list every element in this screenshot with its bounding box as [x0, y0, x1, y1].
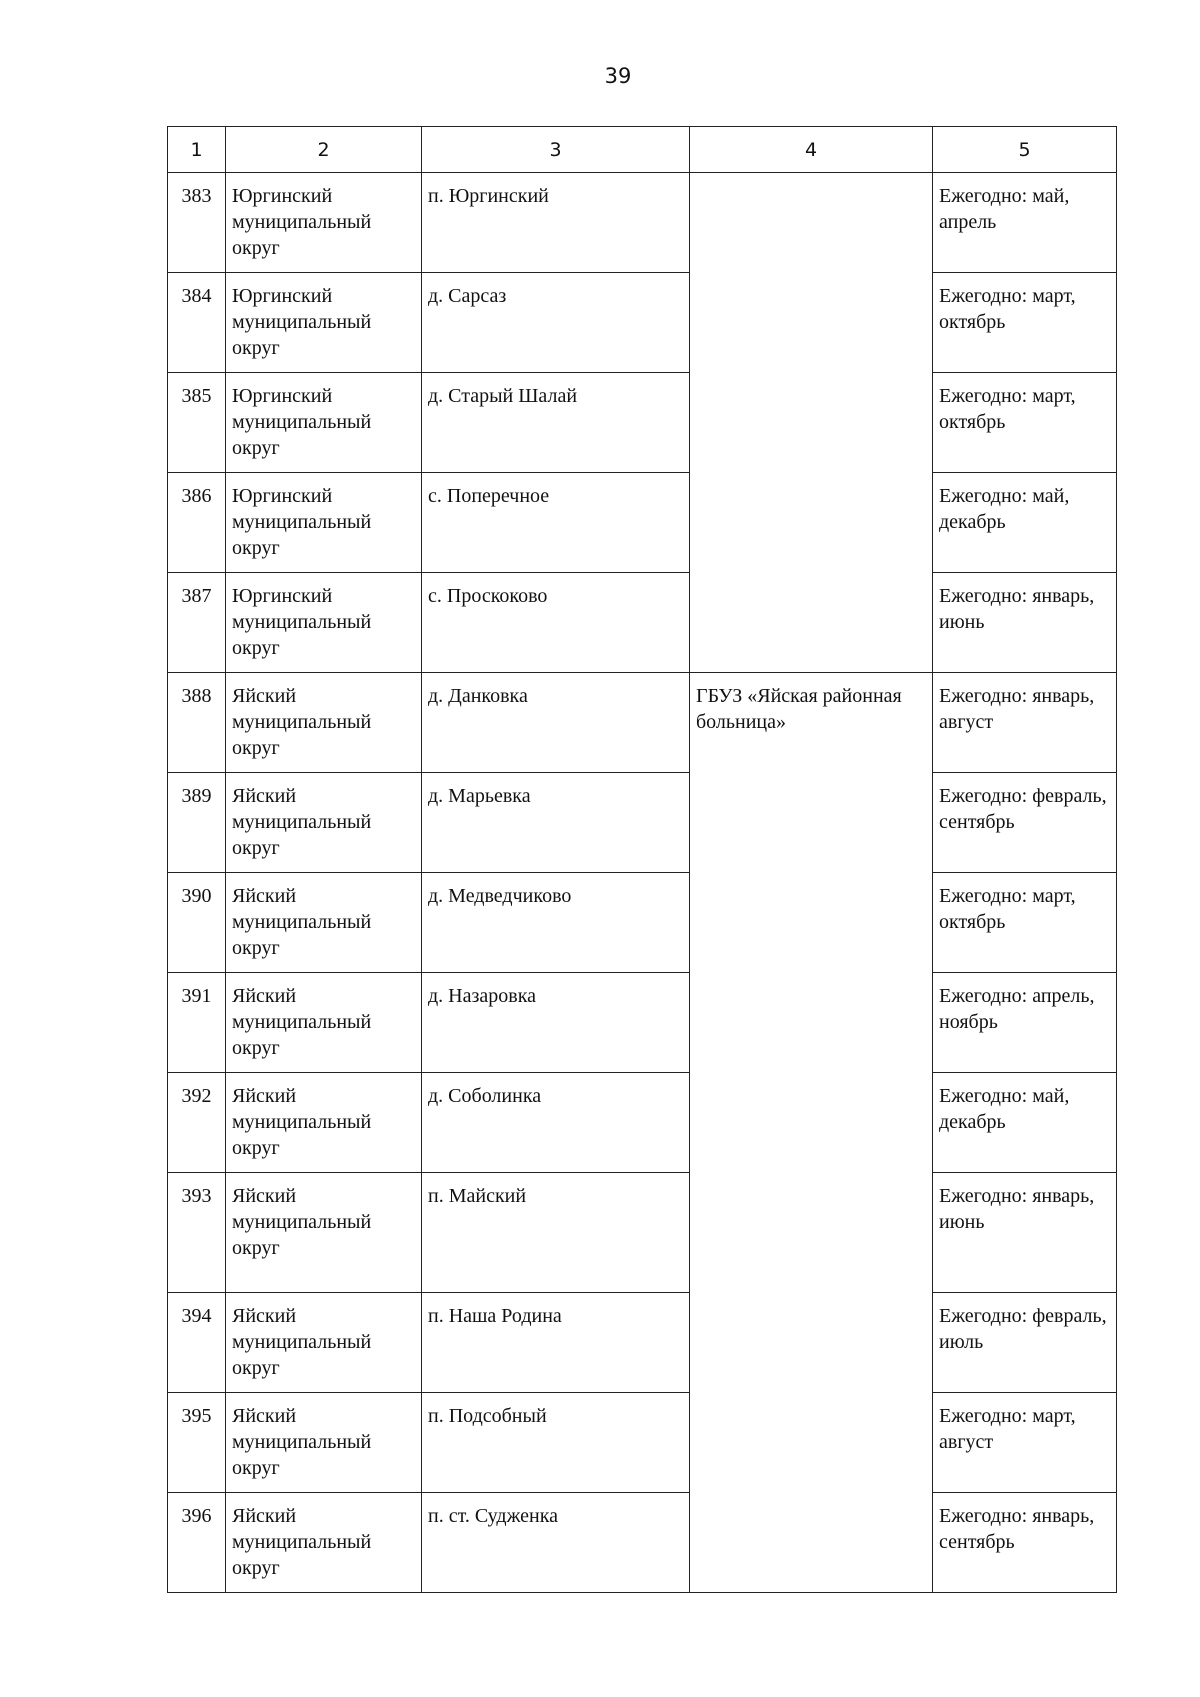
- row-number: 392: [168, 1073, 226, 1173]
- schedule-cell: Ежегодно: март, октябрь: [933, 273, 1117, 373]
- header-cell-1: 1: [168, 127, 226, 173]
- table-row: [168, 1073, 1117, 1173]
- schedule-table: [167, 126, 1117, 1593]
- table-row: [168, 1493, 1117, 1593]
- district-cell: Юргинский муниципальный округ: [226, 173, 422, 273]
- header-row: [168, 127, 1117, 173]
- district-cell: Яйский муниципальный округ: [226, 873, 422, 973]
- settlement-cell: с. Поперечное: [422, 473, 690, 573]
- row-number: 393: [168, 1173, 226, 1293]
- table-row: [168, 1393, 1117, 1493]
- settlement-cell: п. ст. Судженка: [422, 1493, 690, 1593]
- table-row: [168, 573, 1117, 673]
- district-cell: Яйский муниципальный округ: [226, 1073, 422, 1173]
- settlement-cell: с. Проскоково: [422, 573, 690, 673]
- table-row: [168, 473, 1117, 573]
- schedule-cell: Ежегодно: май, апрель: [933, 173, 1117, 273]
- district-cell: Яйский муниципальный округ: [226, 1173, 422, 1293]
- schedule-cell: Ежегодно: май, декабрь: [933, 473, 1117, 573]
- schedule-cell: Ежегодно: март, октябрь: [933, 373, 1117, 473]
- schedule-cell: Ежегодно: май, декабрь: [933, 1073, 1117, 1173]
- row-number: 385: [168, 373, 226, 473]
- table-body: [168, 173, 1117, 1593]
- page-number: 39: [604, 64, 632, 88]
- table-row: [168, 173, 1117, 273]
- row-number: 384: [168, 273, 226, 373]
- schedule-cell: Ежегодно: февраль, июль: [933, 1293, 1117, 1393]
- row-number: 395: [168, 1393, 226, 1493]
- header-cell-4: 4: [690, 127, 933, 173]
- district-cell: Яйский муниципальный округ: [226, 673, 422, 773]
- district-cell: Яйский муниципальный округ: [226, 1493, 422, 1593]
- institution-cell: ГБУЗ «Яйская районная больница»: [690, 673, 933, 1593]
- row-number: 388: [168, 673, 226, 773]
- table-row: [168, 773, 1117, 873]
- schedule-cell: Ежегодно: апрель, ноябрь: [933, 973, 1117, 1073]
- settlement-cell: п. Наша Родина: [422, 1293, 690, 1393]
- table-header: [168, 127, 1117, 173]
- table-row: [168, 1293, 1117, 1393]
- table-row: [168, 973, 1117, 1073]
- schedule-cell: Ежегодно: март, октябрь: [933, 873, 1117, 973]
- settlement-cell: п. Майский: [422, 1173, 690, 1293]
- schedule-cell: Ежегодно: январь, август: [933, 673, 1117, 773]
- district-cell: Юргинский муниципальный округ: [226, 573, 422, 673]
- table-row: [168, 873, 1117, 973]
- header-cell-2: 2: [226, 127, 422, 173]
- row-number: 383: [168, 173, 226, 273]
- row-number: 387: [168, 573, 226, 673]
- settlement-cell: д. Медведчиково: [422, 873, 690, 973]
- row-number: 386: [168, 473, 226, 573]
- row-number: 390: [168, 873, 226, 973]
- district-cell: Яйский муниципальный округ: [226, 773, 422, 873]
- table-row: [168, 1173, 1117, 1293]
- table-row: [168, 273, 1117, 373]
- settlement-cell: д. Сарсаз: [422, 273, 690, 373]
- settlement-cell: д. Марьевка: [422, 773, 690, 873]
- header-cell-5: 5: [933, 127, 1117, 173]
- district-cell: Юргинский муниципальный округ: [226, 473, 422, 573]
- settlement-cell: п. Юргинский: [422, 173, 690, 273]
- schedule-cell: Ежегодно: февраль, сентябрь: [933, 773, 1117, 873]
- schedule-cell: Ежегодно: январь, сентябрь: [933, 1493, 1117, 1593]
- settlement-cell: д. Соболинка: [422, 1073, 690, 1173]
- schedule-cell: Ежегодно: январь, июнь: [933, 1173, 1117, 1293]
- settlement-cell: д. Старый Шалай: [422, 373, 690, 473]
- district-cell: Яйский муниципальный округ: [226, 1393, 422, 1493]
- row-number: 391: [168, 973, 226, 1073]
- district-cell: Юргинский муниципальный округ: [226, 373, 422, 473]
- row-number: 389: [168, 773, 226, 873]
- settlement-cell: д. Назаровка: [422, 973, 690, 1073]
- settlement-cell: п. Подсобный: [422, 1393, 690, 1493]
- table-row: [168, 673, 1117, 773]
- district-cell: Юргинский муниципальный округ: [226, 273, 422, 373]
- schedule-cell: Ежегодно: январь, июнь: [933, 573, 1117, 673]
- header-cell-3: 3: [422, 127, 690, 173]
- table-row: [168, 373, 1117, 473]
- row-number: 394: [168, 1293, 226, 1393]
- schedule-cell: Ежегодно: март, август: [933, 1393, 1117, 1493]
- district-cell: Яйский муниципальный округ: [226, 1293, 422, 1393]
- district-cell: Яйский муниципальный округ: [226, 973, 422, 1073]
- settlement-cell: д. Данковка: [422, 673, 690, 773]
- institution-cell: [690, 173, 933, 673]
- row-number: 396: [168, 1493, 226, 1593]
